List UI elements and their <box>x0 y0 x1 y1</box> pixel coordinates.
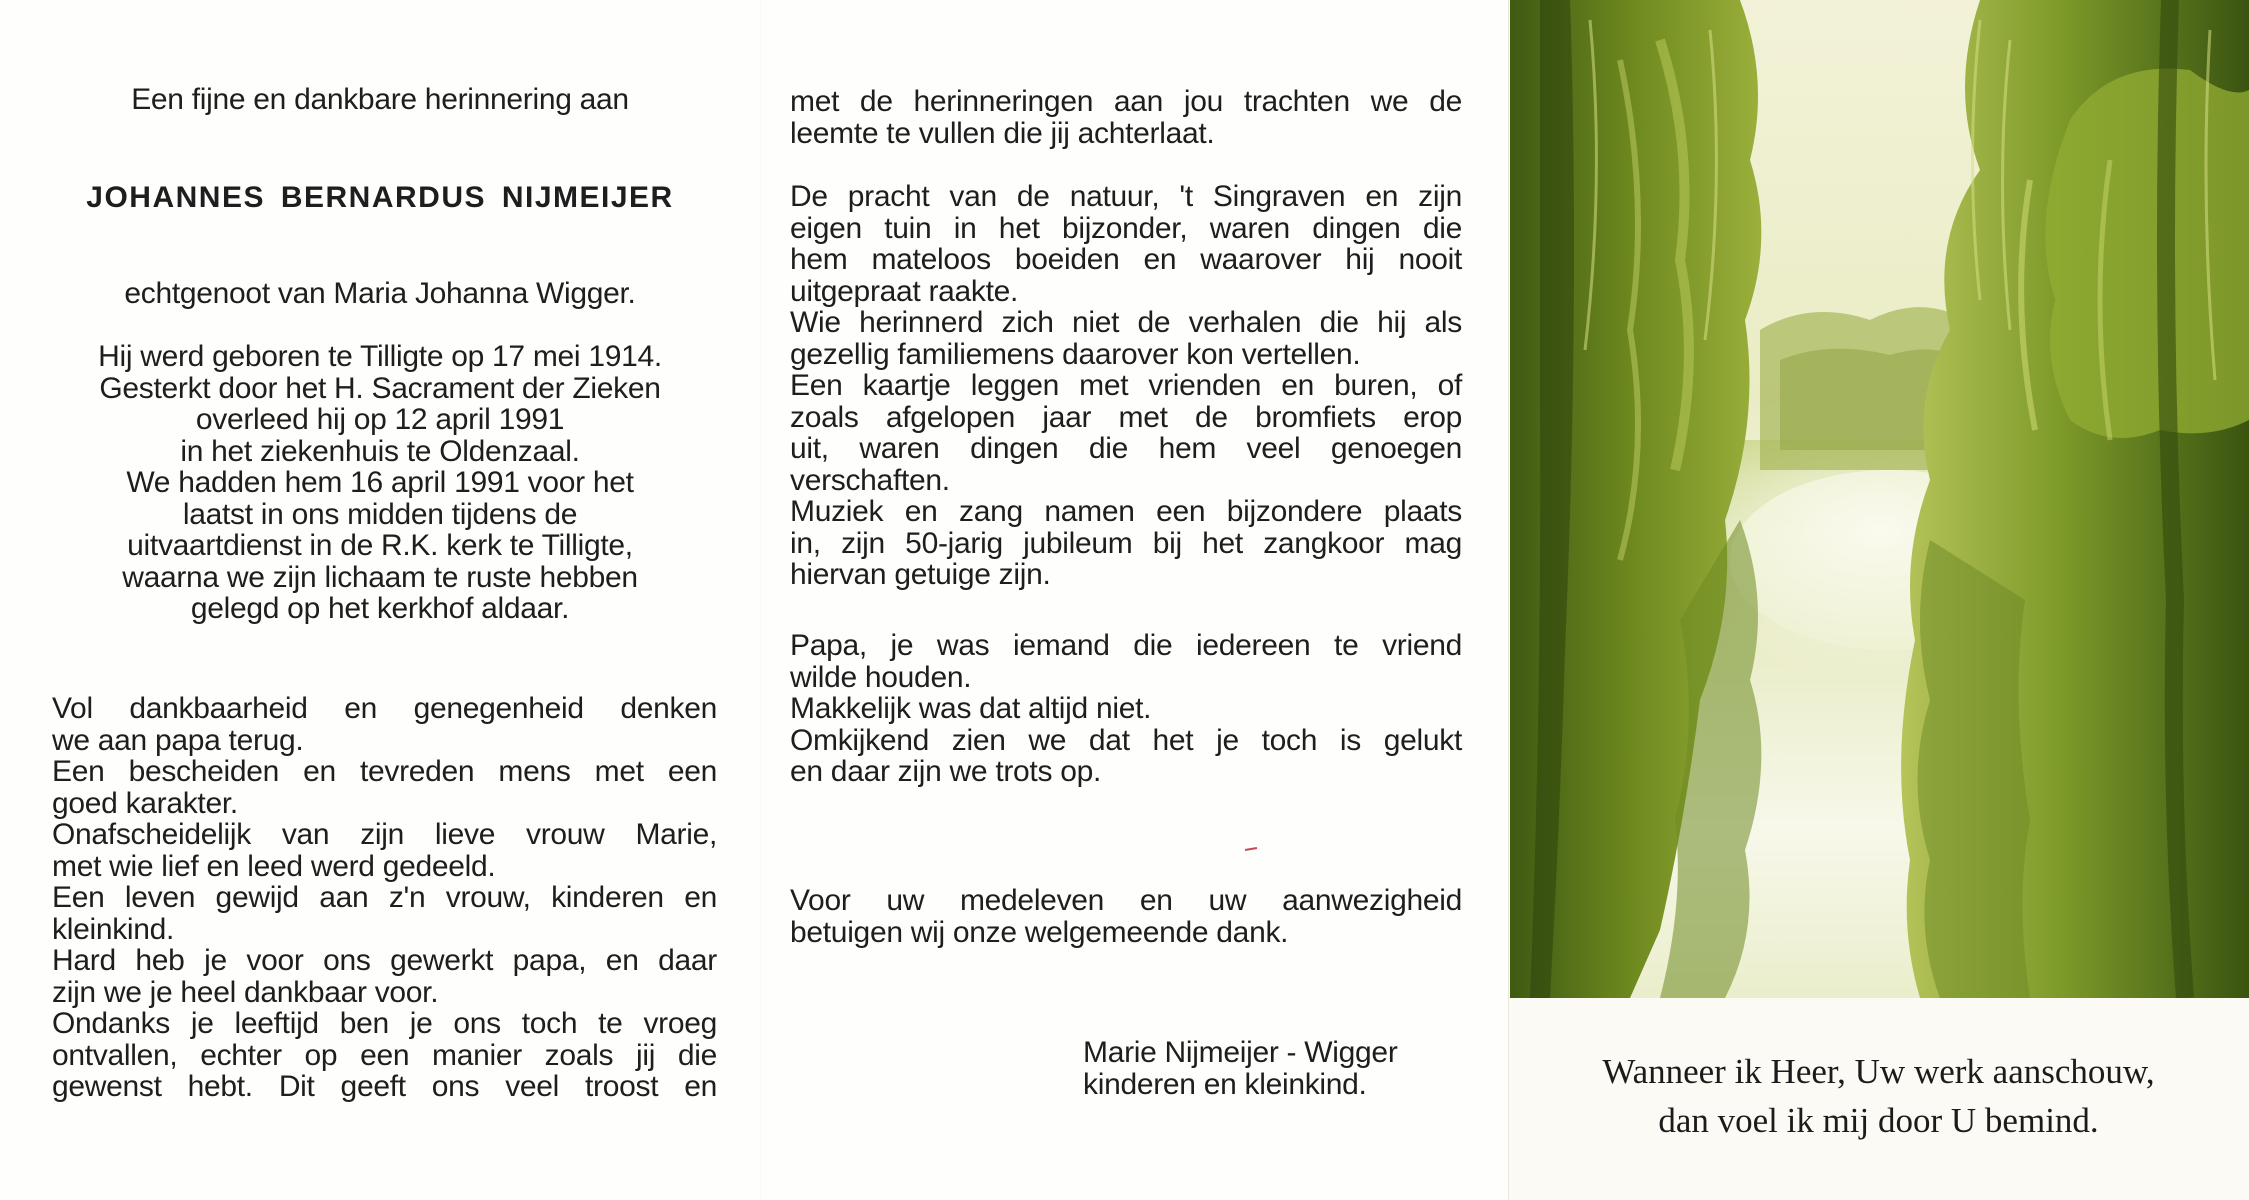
nature-line: De pracht van de natuur, 't Singraven en zijn <box>790 180 1462 213</box>
memories-paragraph <box>790 86 1462 149</box>
friend-line: Makkelijk was dat altijd niet. <box>790 692 1152 725</box>
bio-line: uitvaartdienst in de R.K. kerk te Tilligte, <box>127 529 633 562</box>
thanks-line: Voor uw medeleven en uw aanwezigheid <box>790 884 1462 917</box>
tribute-block <box>52 693 717 1103</box>
intro-line: Een fijne en dankbare herinnering aan <box>131 83 629 116</box>
friend-line: wilde houden. <box>790 660 972 694</box>
bio-line: waarna we zijn lichaam te ruste hebben <box>122 560 638 594</box>
friend-line: Omkijkend zien we dat het je toch is gelukt <box>790 723 1462 757</box>
fold-line <box>760 0 761 1200</box>
nature-line: uitgepraat raakte. <box>790 274 1019 308</box>
caption-line: dan voel ik mij door U bemind. <box>1658 1101 2099 1140</box>
thanks-line: betuigen wij onze welgemeende dank. <box>790 915 1289 949</box>
nature-line: hem mateloos boeiden en waarover hij nooit <box>790 243 1462 276</box>
caption-line: Wanneer ik Heer, Uw werk aanschouw, <box>1602 1052 2155 1091</box>
memories-line: leemte te vullen die jij achterlaat. <box>790 116 1215 150</box>
nature-line: Muziek en zang namen een bijzondere plaats <box>790 495 1462 528</box>
tribute-line: met wie lief en leed werd gedeeld. <box>52 849 496 883</box>
tribute-line: Vol dankbaarheid en genegenheid denken <box>52 692 717 725</box>
nature-paragraph <box>790 181 1462 591</box>
tribute-line: ontvallen, echter op een manier zoals jij die <box>52 1038 717 1072</box>
bio-line: Hij werd geboren te Tilligte op 17 mei 1914. <box>98 340 662 373</box>
tribute-line: gewenst hebt. Dit geeft ons veel troost en <box>52 1070 717 1103</box>
nature-line: in, zijn 50-jarig jubileum bij het zangkoor mag <box>790 526 1462 560</box>
nature-line: hiervan getuige zijn. <box>790 558 1051 591</box>
tribute-line: goed karakter. <box>52 786 238 820</box>
nature-line: gezellig familiemens daarover kon vertellen. <box>790 337 1361 371</box>
signature-block <box>1083 1037 1398 1100</box>
signature-line: Marie Nijmeijer - Wigger <box>1083 1036 1398 1069</box>
tribute-line: kleinkind. <box>52 912 175 946</box>
nature-line: Wie herinnerd zich niet de verhalen die hij als <box>790 306 1462 339</box>
nature-line: zoals afgelopen jaar met de bromfiets erop <box>790 400 1462 434</box>
signature-line: kinderen en kleinkind. <box>1083 1067 1367 1101</box>
tribute-line: Onafscheidelijk van zijn lieve vrouw Marie, <box>52 818 717 851</box>
landscape-image <box>1510 0 2249 998</box>
bio-line: We hadden hem 16 april 1991 voor het <box>126 466 634 499</box>
nature-line: uit, waren dingen die hem veel genoegen <box>790 432 1462 465</box>
nature-line: Een kaartje leggen met vrienden en buren, of <box>790 369 1462 402</box>
thanks-paragraph <box>790 885 1462 948</box>
tribute-line: Hard heb je voor ons gewerkt papa, en daar <box>52 944 717 977</box>
tribute-line: Een leven gewijd aan z'n vrouw, kinderen en <box>52 881 717 914</box>
willow-pond-photo <box>1510 0 2249 998</box>
bio-line: in het ziekenhuis te Oldenzaal. <box>180 434 580 468</box>
deceased-name: JOHANNES BERNARDUS NIJMEIJER <box>86 181 674 214</box>
memories-line: met de herinneringen aan jou trachten we de <box>790 85 1462 118</box>
friend-line: Papa, je was iemand die iedereen te vriend <box>790 629 1462 662</box>
bio-line: laatst in ons midden tijdens de <box>182 497 578 531</box>
spouse-line: echtgenoot van Maria Johanna Wigger. <box>124 277 636 310</box>
friend-line: en daar zijn we trots op. <box>790 755 1102 788</box>
friend-paragraph <box>790 630 1462 788</box>
nature-line: eigen tuin in het bijzonder, waren dingen die <box>790 211 1462 245</box>
bio-block <box>20 341 740 625</box>
tribute-line: zijn we je heel dankbaar voor. <box>52 975 439 1009</box>
nature-line: verschaften. <box>790 463 950 497</box>
bio-line: Gesterkt door het H. Sacrament der Zieken <box>99 371 661 405</box>
tribute-line: we aan papa terug. <box>52 723 304 757</box>
tribute-line: Een bescheiden en tevreden mens met een <box>52 755 717 788</box>
bio-line: overleed hij op 12 april 1991 <box>195 403 565 436</box>
caption-verse <box>1508 1047 2249 1145</box>
tribute-line: Ondanks je leeftijd ben je ons toch te vroeg <box>52 1007 717 1040</box>
bio-line: gelegd op het kerkhof aldaar. <box>190 592 570 625</box>
